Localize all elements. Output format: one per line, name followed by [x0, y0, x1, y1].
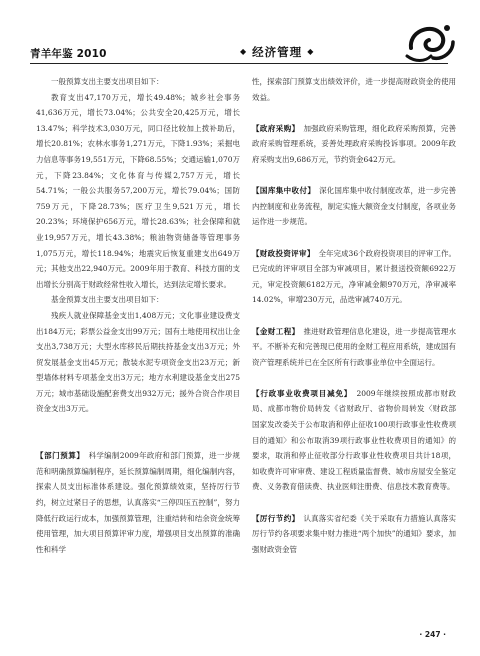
yearbook-title: 青羊年鉴 2010	[30, 48, 107, 60]
section-text: 2009年继续按照成都市财政局、成都市物价局转发《省财政厅、省物价局转发〈财政部 国家发改委关于公布取消和停止征收100项行政事业性收费项目的通知〉和公布取消39项行政事业性收费项目的通知》的要求，取消和停止征收部分行政事业性收费项目共计18项，如收费许可审审费、建设工程质量监督费、城市房屋安全鉴定费、义务教育借读费、执业医师注册费、信息技术教育费等。	[252, 388, 464, 492]
header-rule	[30, 63, 448, 64]
right-column	[252, 74, 464, 557]
diamond-right-icon: ◆	[307, 47, 315, 56]
paragraph: 一般预算支出主要支出项目如下：	[51, 77, 164, 86]
section-text: 认真落实省纪委《关于采取有力措施认真落实厉行节约各项要求集中财力推进“两个加快”的通知》要求，加强财政资金管	[252, 513, 456, 554]
yearbook-logo-icon	[403, 18, 457, 66]
paragraph-continued: 性，探索部门预算支出绩效评价，进一步提高财政资金的使用效益。	[252, 77, 456, 102]
section-investment-review	[252, 246, 456, 308]
section-title-text: 经济管理	[252, 45, 303, 59]
section-tag: 【行政事业收费项目减免】	[252, 388, 349, 398]
section-text: 全年完成36个政府投资项目的评审工作。已完成的评审项目全部为审减项目，累计报送投资额6922万元，审定投资额6182万元，净审减金额970万元，净审减率14.02%，审增230万元，品迭审减740万元。	[252, 248, 457, 305]
left-column	[36, 74, 240, 557]
section-tag: 【财政投资评审】	[252, 248, 311, 258]
section-department-budget	[36, 448, 240, 557]
section-treasury-centralized-payment	[252, 183, 456, 230]
section-title	[240, 44, 314, 60]
section-text: 深化国库集中收付制度改革，进一步完善内控制度和业务流程，制定实施大额资金支付制度，各项业务运作进一步规范。	[252, 186, 456, 227]
section-tag: 【国库集中收付】	[252, 186, 312, 196]
section-text: 科学编制2009年政府和部门预算，进一步规范和明确预算编制程序，延长预算编制周期，细化编制内容，探索人员支出标准体系建设。强化预算绩效束，坚持厉行节约，树立过紧日子的思想，认真落实“三停四压五控制”，努力降低行政运行成本，加强预算管理，注重结转和结余资金统筹使用管理，加大项目预算评审力度，增强项目支出预算的准确性和科学	[36, 451, 240, 554]
diamond-left-icon: ◆	[240, 47, 248, 56]
paragraph: 教育支出47,170万元，增长49.48%；城乡社会事务41,636万元，增长73.04%；公共安全20,425万元，增长13.47%；科学技术3,030万元，同口径比较加上拨补助后，增长20.81%；农林水事务1,271万元，下降1.93%；采掘电力信息等事务19,551万元，下降68.55%；交通运输1,070万元，下降23.84%；文化体育与传媒2,757万元，增长54.71%；一般公共服务57,200万元，增长79.04%；国防759万元，下降28.73%；医疗卫生9,521万元，增长20.23%；环境保护656万元，增长28.63%；社会保障和就业19,957万元，增长43.38%；粮油物资储备等管理事务1,075万元，增长118.94%；地震灾后恢复重建支出649万元；其他支出22,940万元。2009年用于教育、科技方面的支出增长分别高于财政经常性收入增长，达到法定增长要求。	[36, 92, 240, 289]
section-tag: 【金财工程】	[252, 326, 296, 336]
paragraph: 基金预算支出主要支出项目如下：	[51, 295, 164, 305]
section-text: 推进财政管理信息化建设，进一步提高管理水平。不断补充和完善现已使用的金财工程应用系统，建成国有资产管理系统并已在全区所有行政事业单位中全面运行。	[252, 326, 456, 367]
section-thrift	[252, 511, 456, 558]
paragraph: 残疾人就业保障基金支出1,408万元；文化事业建设费支出184万元；彩票公益金支出99万元；国有土地使用权出让金支出3,738万元；大型水库移民后期扶持基金支出3万元；外贸发展基金支出45万元；散装水泥专项资金支出23万元；新型墙体材料专项基金支出3万元；地方水利建设基金支出275万元；城市基础设施配套费支出932万元；援外合资合作项目资金支出3万元。	[36, 310, 240, 414]
section-fee-reduction	[252, 386, 464, 495]
section-text: 加强政府采购管理，细化政府采购预算，完善政府采购管理系统，妥善处理政府采购投诉事项。2009年政府采购支出9,686万元，节约资金642万元。	[252, 123, 456, 164]
section-tag: 【部门预算】	[36, 451, 81, 461]
page-header	[30, 42, 450, 64]
section-tag: 【厉行节约】	[252, 513, 296, 523]
section-tag: 【政府采购】	[252, 123, 296, 133]
section-government-procurement	[252, 121, 456, 168]
page-number: · 247 ·	[419, 630, 446, 639]
section-golden-finance-project	[252, 324, 456, 371]
